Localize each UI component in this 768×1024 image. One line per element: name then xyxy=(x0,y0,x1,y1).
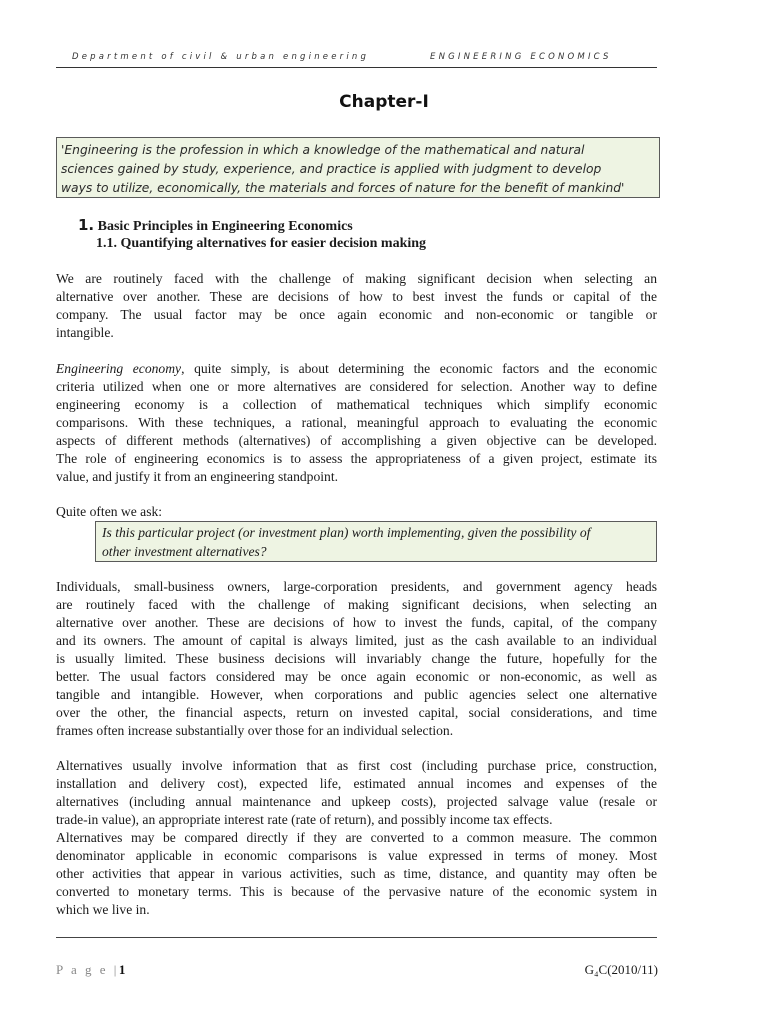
text-line: installation and delivery cost), expected life, estimated annual incomes and expenses of the xyxy=(56,776,657,791)
text-line: are routinely faced with the challenge of making significant decisions, when selecting an xyxy=(56,597,657,612)
page-label: P a g e | xyxy=(56,962,119,977)
text-line: company. The usual factor may be once again economic and non-economic or tangible or xyxy=(56,307,657,322)
section-number: 1. xyxy=(78,216,95,234)
paragraph-intro xyxy=(56,270,657,342)
text-line: We are routinely faced with the challenge of making significant decision when selecting an xyxy=(56,271,657,286)
text-line: converted to monetary terms. This is because of the pervasive nature of the economic system in xyxy=(56,884,657,899)
text-line: alternatives (including annual maintenance and upkeep costs), projected salvage value (resale or xyxy=(56,794,657,809)
text-line: aspects of different methods (alternatives) of accomplishing a given objective can be developed. xyxy=(56,433,657,448)
text-line: value, and justify it from an engineering standpoint. xyxy=(56,469,339,484)
text-line: comparisons. With these techniques, a rational, meaningful approach to evaluating the economic xyxy=(56,415,657,430)
quote-line: 'Engineering is the profession in which a knowledge of the mathematical and natural xyxy=(61,143,585,157)
text-line: Alternatives may be compared directly if they are converted to a common measure. The common xyxy=(56,830,657,845)
footer-page-number xyxy=(56,962,125,978)
page-number: 1 xyxy=(118,962,126,977)
text-line: is usually limited. These business decisions will invariably change the future, hopefully for the xyxy=(56,651,657,666)
text-line: denominator applicable in economic comparisons is value expressed in terms of money. Most xyxy=(56,848,657,863)
text-line: intangible. xyxy=(56,325,114,340)
header-course: ENGINEERING ECONOMICS xyxy=(430,52,612,62)
text-line: other activities that appear in various activities, such as time, distance, and quantity may often be xyxy=(56,866,657,881)
text-line: better. The usual factors considered may be once again economic or non-economic, as well as xyxy=(56,669,657,684)
chapter-title: Chapter-I xyxy=(339,92,429,112)
text-line: criteria utilized when one or more alternatives are considered for selection. Another way to define xyxy=(56,379,657,394)
text-line: alternative over another. These are decisions of how to best invest the funds or capital of the xyxy=(56,289,657,304)
paragraph-decisions xyxy=(56,578,657,740)
text-fragment: , quite simply, is about determining the economic factors and the economic xyxy=(181,361,658,376)
definition-quote-box xyxy=(56,137,660,198)
paragraph-alternatives xyxy=(56,757,657,919)
text-line: alternative over another. These are decisions of how to invest the funds, capital, of the company xyxy=(56,615,657,630)
text-line: which we live in. xyxy=(56,902,150,917)
question-line: other investment alternatives? xyxy=(102,544,267,559)
text-line: Individuals, small-business owners, large-corporation presidents, and government agency heads xyxy=(56,579,657,594)
section-heading xyxy=(78,216,353,235)
running-header xyxy=(56,50,657,68)
footer-document-code: G₄C(2010/11) xyxy=(584,962,658,977)
text-line: tangible and intangible. However, when corporations and public agencies select one alternative xyxy=(56,687,657,702)
paragraph-engineering-economy xyxy=(56,360,657,486)
footer-divider xyxy=(56,937,657,938)
ask-line xyxy=(56,503,657,521)
text-line: Alternatives usually involve information that as first cost (including purchase price, construction, xyxy=(56,758,657,773)
text-line: trade-in value), an appropriate interest rate (rate of return), and possibly income tax effects. xyxy=(56,812,553,827)
text-line: and its owners. The amount of capital is always limited, just as the cash available to an individual xyxy=(56,633,657,648)
text-line xyxy=(56,360,657,378)
text-line: engineering economy is a collection of mathematical techniques which simplify economic xyxy=(56,397,657,412)
header-department: Department of civil & urban engineering xyxy=(72,52,370,62)
text-line: frames often increase substantially over those for an individual selection. xyxy=(56,723,454,738)
text-line: over the other, the financial aspects, return on invested capital, social considerations, and time xyxy=(56,705,657,720)
quote-line: sciences gained by study, experience, and practice is applied with judgment to develop xyxy=(61,162,602,176)
section-title: Basic Principles in Engineering Economics xyxy=(97,219,353,234)
quote-line: ways to utilize, economically, the materials and forces of nature for the benefit of mankind' xyxy=(61,181,625,195)
term-engineering-economy: Engineering economy xyxy=(56,361,182,376)
text-line: The role of engineering economics is to assess the appropriateness of a given project, estimate its xyxy=(56,451,657,466)
text-line: Quite often we ask: xyxy=(56,504,163,519)
subsection-heading: 1.1. Quantifying alternatives for easier decision making xyxy=(96,236,427,251)
question-line: Is this particular project (or investment plan) worth implementing, given the possibility of xyxy=(102,525,591,540)
question-box xyxy=(95,521,657,562)
